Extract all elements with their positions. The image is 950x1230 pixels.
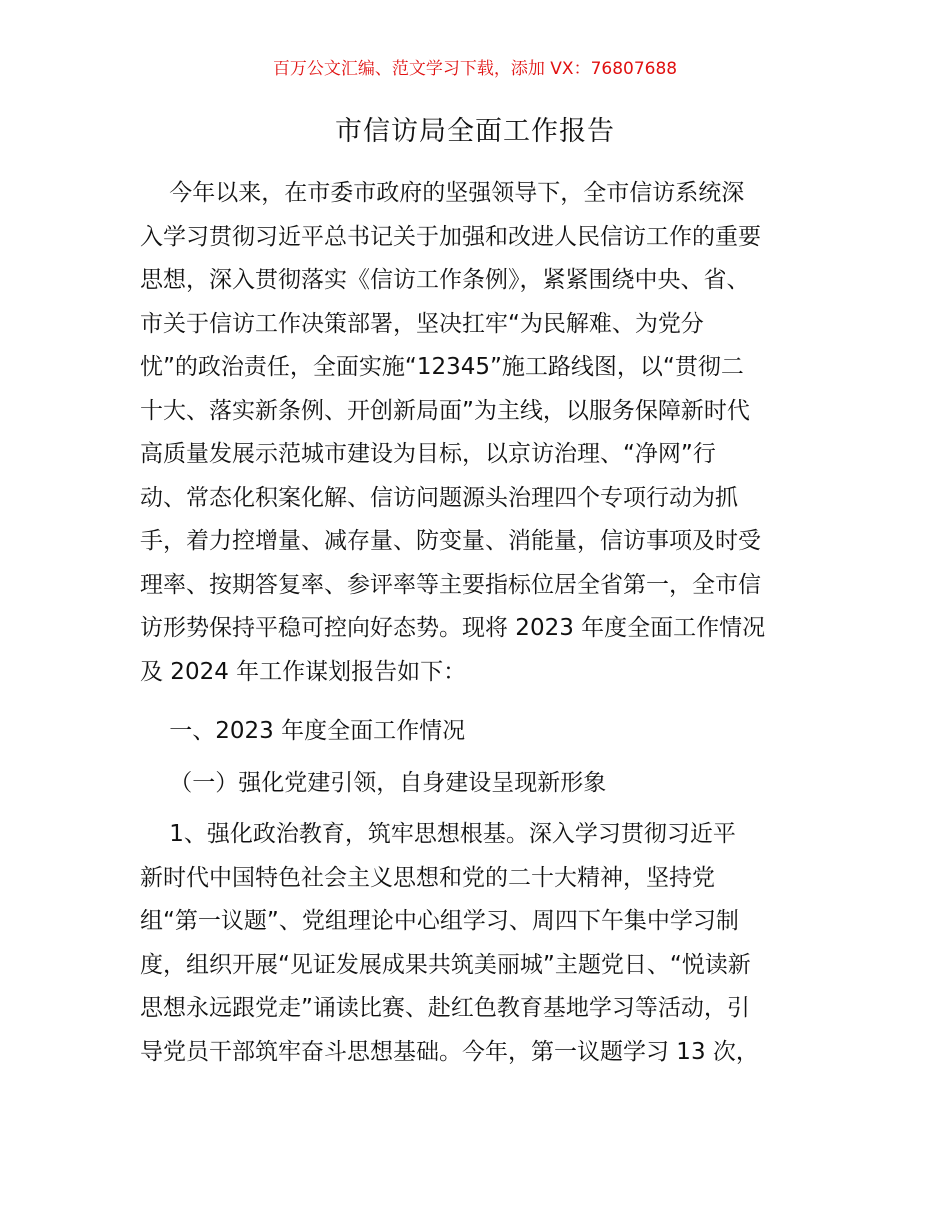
paragraph-line: 度，组织开展“见证发展成果共筑美丽城”主题党日、“悦读新	[140, 951, 751, 978]
section-heading: 一、2023 年度全面工作情况	[140, 718, 466, 744]
paragraph-line: 高质量发展示范城市建设为目标，以京访治理、“净网”行	[140, 441, 716, 467]
intro-paragraph	[140, 172, 820, 694]
spacer	[140, 805, 820, 813]
header-banner: 百万公文汇编、范文学习下载，添加 VX：76807688	[272, 59, 678, 79]
subsection-heading: （一）强化党建引领，自身建设呈现新形象	[140, 769, 607, 796]
paragraph-line: 思想永远跟党走”诵读比赛、赴红色教育基地学习等活动，引	[140, 995, 750, 1021]
spacer	[140, 754, 820, 762]
item-paragraph	[140, 813, 820, 1074]
document-title: 市信访局全面工作报告	[335, 116, 615, 147]
paragraph-line: 动、常态化积案化解、信访问题源头治理四个专项行动为抓	[140, 484, 738, 511]
paragraph-line: 组“第一议题”、党组理论中心组学习、周四下午集中学习制	[140, 908, 739, 934]
paragraph-line: 理率、按期答复率、参评率等主要指标位居全省第一，全市信	[140, 571, 761, 598]
paragraph-line: 市关于信访工作决策部署，坚决扛牢“为民解难、为党分	[140, 310, 704, 337]
paragraph-line: 新时代中国特色社会主义思想和党的二十大精神，坚持党	[140, 864, 715, 891]
paragraph-line: 及 2024 年工作谋划报告如下：	[140, 658, 467, 685]
paragraph-line: 十大、落实新条例、开创新局面”为主线，以服务保障新时代	[140, 397, 750, 424]
paragraph-line: 入学习贯彻习近平总书记关于加强和改进人民信访工作的重要	[140, 223, 761, 250]
paragraph-line: 今年以来，在市委市政府的坚强领导下，全市信访系统深	[140, 180, 745, 206]
paragraph-line: 访形势保持平稳可控向好态势。现将 2023 年度全面工作情况	[140, 615, 766, 641]
paragraph-line: 思想，深入贯彻落实《信访工作条例》，紧紧围绕中央、省、	[140, 267, 750, 293]
document-body	[140, 172, 820, 1074]
paragraph-line: 手，着力控增量、减存量、防变量、消能量，信访事项及时受	[140, 528, 761, 554]
spacer	[140, 694, 820, 710]
paragraph-line: 1、强化政治教育，筑牢思想根基。深入学习贯彻习近平	[140, 821, 736, 847]
paragraph-line: 忧”的政治责任，全面实施“12345”施工路线图，以“贯彻二	[140, 354, 744, 380]
paragraph-line: 导党员干部筑牢奋斗思想基础。今年，第一议题学习 13 次，	[140, 1038, 759, 1065]
